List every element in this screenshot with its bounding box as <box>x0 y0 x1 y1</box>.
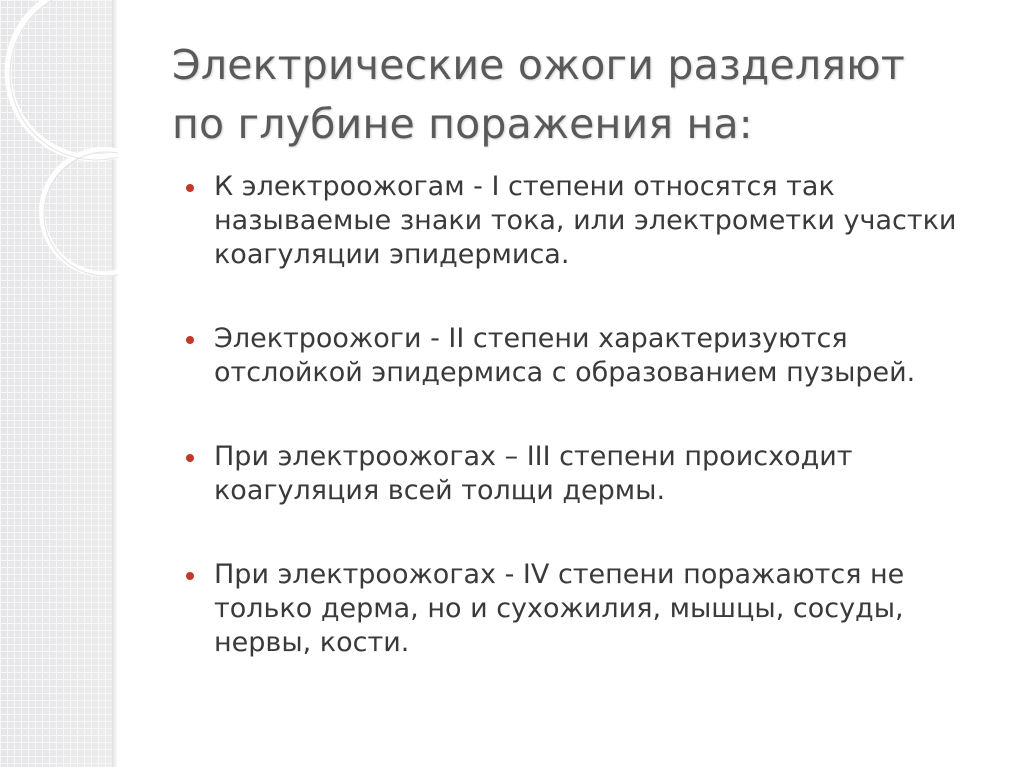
bullet-list <box>184 170 984 660</box>
slide-title-line: Электрические ожоги разделяют <box>172 41 905 89</box>
slide-title-line: по глубине поражения на: <box>172 100 753 148</box>
bullet-dot-icon <box>186 572 194 580</box>
bullet-text: При электроожогах – III степени происходит коагуляция всей толщи дермы. <box>214 441 853 506</box>
slide-title <box>172 36 992 154</box>
bullet-dot-icon <box>186 454 194 462</box>
bullet-item <box>184 170 984 272</box>
bullet-item <box>184 440 984 508</box>
ring-icon <box>42 150 118 274</box>
ring-icon <box>8 0 118 158</box>
decorative-rings <box>0 0 118 300</box>
bullet-dot-icon <box>186 336 194 344</box>
bullet-item <box>184 322 984 390</box>
bullet-text: Электроожоги - II степени характеризуются отслойкой эпидермиса с образованием пузырей. <box>214 323 916 388</box>
ring-icon <box>10 0 118 160</box>
bullet-dot-icon <box>186 184 194 192</box>
bullet-text: К электроожогам - I степени относятся так называемые знаки тока, или электрометки участки коагуляции эпидермиса. <box>214 171 957 270</box>
bullet-text: При электроожогах - IV степени поражаются не только дерма, но и сухожилия, мышцы, сосуды, нервы, кости. <box>214 559 905 658</box>
bullet-item <box>184 558 984 660</box>
